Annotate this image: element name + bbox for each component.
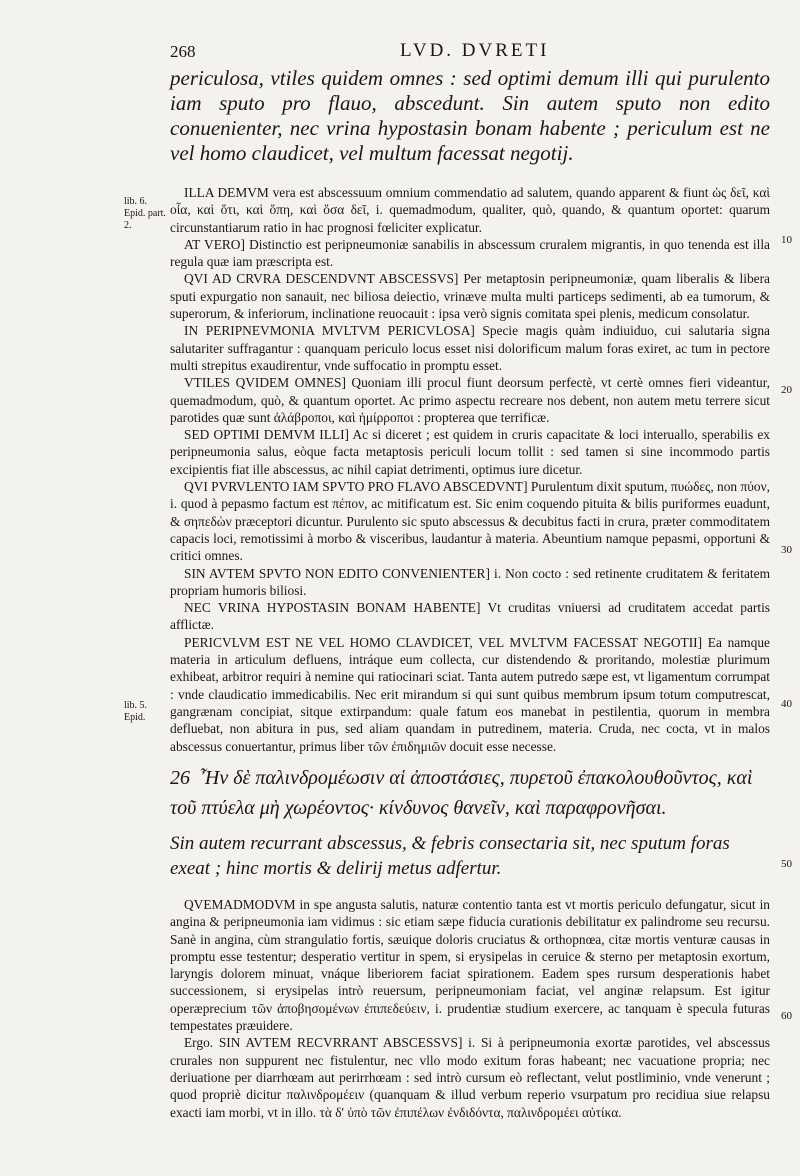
commentary-paragraph: QVI PVRVLENTO IAM SPVTO PRO FLAVO ABSCEDVNT] Purulentum dixit sputum, πυώδες, non πύον, i. quod à pepasmo factum est πέπον, ac mitificatum est. Sic enim coquendo pituita & bilis puriformes euadunt, & σηπεδὼν præceptori dicuntur. Purulento sic sputo abscessus & decubitus facti in crura, præter commoditatem capacis loci, remotissimi à morbo & visceribus, laudantur à materia. Abeuntium namque pepasmi, opportuni & critici omnes. [170, 479, 770, 564]
page-number: 268 [170, 42, 196, 61]
commentary-paragraph: SIN AVTEM SPVTO NON EDITO CONVENIENTER] i. Non cocto : sed retinente cruditatem & feritatem propriam humoris biliosi. [170, 565, 770, 598]
line-number: 60 [781, 1010, 792, 1022]
commentary-paragraph: VTILES QVIDEM OMNES] Quoniam illi procul fiunt deorsum perfectè, vt certè omnes fieri videantur, quemadmodum, quò, & quantum oportet. Ac primo aspectu recreare nos debent, non autem metu terrere sicut parotides quæ sunt ἀλάβροποι, καὶ ἠμίρροποι : propterea que terrificæ. [170, 375, 770, 425]
line-number: 50 [781, 858, 792, 870]
margin-note: lib. 5. Epid. [124, 700, 148, 723]
line-number: 30 [781, 544, 792, 556]
commentary-block-1 [170, 184, 770, 755]
greek-text: Ἦν δὲ παλινδρομέωσιν αἱ ἀποστάσιες, πυρετοῦ ἐπακολουθοῦντος, καὶ τοῦ πτύελα μὴ χωρέοντος· κίνδυνος θανεῖν, καὶ παραφρονῆσαι. [170, 767, 753, 819]
section-26 [170, 763, 770, 881]
line-number: 20 [781, 384, 792, 396]
page-header [168, 40, 768, 64]
hippocrates-lemma: periculosa, vtiles quidem omnes : sed optimi demum illi qui purulento iam sputo pro flauo, abscedunt. Sin autem sputo non edito conuenienter, nec vrina hypostasin bonam habente ; periculum est ne vel homo claudicet, vel multum facessat negotij. [170, 66, 770, 165]
commentary-paragraph: AT VERO] Distinctio est peripneumoniæ sanabilis in abscessum cruralem migrantis, in quo tenenda est illa regula quæ iam præscripta est. [170, 236, 770, 270]
margin-note: lib. 6. Epid. part. 2. [124, 196, 166, 231]
commentary-paragraph: NEC VRINA HYPOSTASIN BONAM HABENTE] Vt cruditas vniuersi ad cruditatem accedat partis afflictæ. [170, 600, 770, 633]
running-title: LVD. DVRETI [400, 40, 550, 61]
commentary-block-2 [170, 896, 770, 1121]
latin-translation: Sin autem recurrant abscessus, & febris consectaria sit, nec sputum foras exeat ; hinc mortis & delirij metus adfertur. [170, 833, 730, 879]
line-number: 40 [781, 698, 792, 710]
greek-aphorism [170, 763, 770, 823]
section-number: 26 [170, 767, 190, 789]
commentary-paragraph: IN PERIPNEVMONIA MVLTVM PERICVLOSA] Specie magis quàm indiuiduo, cui salutaria signa salutariter suffragantur : quanquam periculo locus esset nisi dolorificum malum foras exiret, ac tum in pectore multi strepitus exaudirentur, vnde suffocatio in promptu esset. [170, 323, 770, 373]
commentary-paragraph: QVI AD CRVRA DESCENDVNT ABSCESSVS] Per metaptosin peripneumoniæ, quam liberalis & libera sputi expurgatio non sanauit, nec biliosa deiectio, vrinæve multa multi particeps sedimenti, ab ea tumorum, & superorum, & inferiorum, inclinatione reuocauit : ipsa verò signis comitata spei plenis, medicum consolatur. [170, 271, 770, 322]
commentary-paragraph: ILLA DEMVM vera est abscessuum omnium commendatio ad salutem, quando apparent & fiunt ὡς δεῖ, καὶ οἷα, καὶ ὅτι, καὶ ὅπη, καὶ ὅσα δεῖ, i. quemadmodum, qualiter, quò, quando, & quantum oportet: quarum circunstantiarum ratio in hac prognosi fœliciter explicatur. [170, 185, 770, 235]
commentary-paragraph: QVEMADMODVM in spe angusta salutis, naturæ contentio tanta est vt mortis periculo defungatur, sicut in angina & peripneumonia iam vidimus : sic etiam sæpe fiducia curationis debilitatur ex palindrome seu recursu. Sanè in angina, cùm strangulatio fortis, sæuique doloris cruciatus & orthopnœa, citæ mortis venturæ causas in promptu esse testentur; desperatio vertitur in spem, si erysipelas in ceruice & sterno per metaptosin exortum, laryngis dolorem minuat, vnáque liberiorem faciat spirationem. Eadem spes rursum desperationis habet successionem, si erysipelas intrò reuersum, peripneumoniam faciat, vel anginæ relapsum. Est igitur operæprecium τῶν ἀποβησομένων ἐπιπεδεύειν, i. prudentiæ studium exercere, ac tanquam è specula futuras tempestates præuidere. [170, 897, 770, 1034]
commentary-paragraph: PERICVLVM EST NE VEL HOMO CLAVDICET, VEL MVLTVM FACESSAT NEGOTII] Ea namque materia in articulum defluens, intráque eum collecta, cur distendendo & proritando, molestiæ plurimum exhibeat, arbitror requiri à nemine qui ratiocinari sciat. Tanta autem putredo sæpe est, vt ligamentum corrumpat : vnde claudicatio immedicabilis. Nec erit mirandum si qui sunt quibus membrum ipsum totum computrescat, gangrænam concipiat, sitque extirpandum: quale fatum eos manebat in pestilentia, quorum in membra defluebat, non abitura in pus, sed aliam quandam in putredinem, materia. Cruda, nec cocta, vt in malos abscessus conuertantur, primus liber τῶν ἐπιδημιῶν docuit esse necesse. [170, 634, 770, 754]
commentary-paragraph: SED OPTIMI DEMVM ILLI] Ac si diceret ; est quidem in cruris capacitate & loci interuallo, sperabilis ex peripneumonia salus, eòque facta metaptosis periculi locum tollit : sed tamen si sine incommodo partis excipientis fiat ille abscessus, ac nihil capiat detrimenti, optimus iure dicetur. [170, 427, 770, 477]
line-number: 10 [781, 234, 792, 246]
commentary-paragraph: Ergo. SIN AVTEM RECVRRANT ABSCESSVS] i. Si à peripneumonia exortæ parotides, vel abscessus crurales non suppurent nec fistulentur, nec vllo modo exitum foras habeant; nec vacuatione propria; nec deriuatione per diarrhœam aut perirrhœam : sed intrò cursum eò reflectant, velut postliminio, vnde venerunt ; quod propriè dicitur παλινδρομέειν (quanquam & illud verbum reperio vsurpatum pro recidiua siue relapsu exacti iam morbi, vt in illo. τὰ δ' ὑπὸ τῶν ἐπιπέλων ἐνδιδόντα, παλινδρομέει αὐτίκα. [170, 1035, 770, 1120]
